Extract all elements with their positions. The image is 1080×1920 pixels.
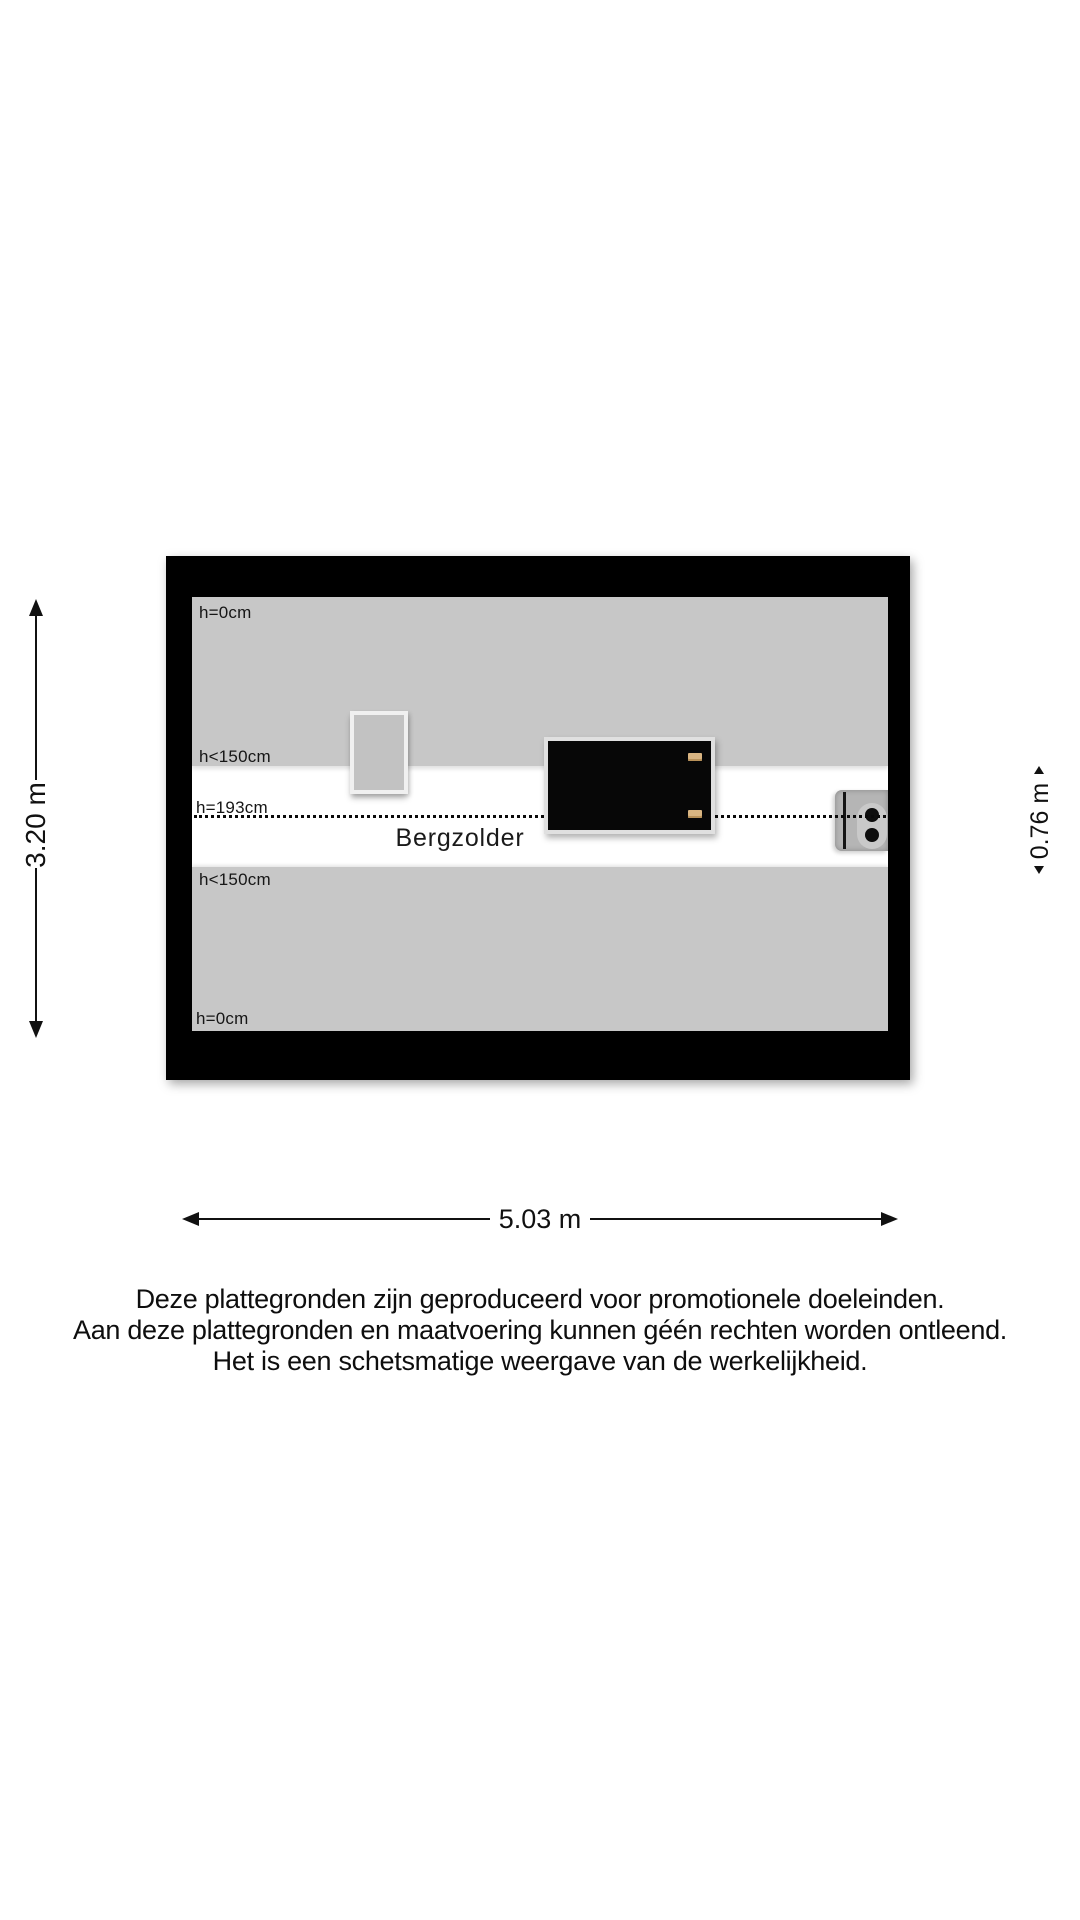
heating-unit-knob-icon [865, 828, 879, 842]
dimension-tick-down-icon [1034, 866, 1044, 874]
dimension-line-bottom-left [199, 1218, 490, 1220]
dimension-arrow-right-icon [881, 1212, 898, 1226]
floorplan-interior [192, 597, 888, 1031]
width-dimension-label: 5.03 m [498, 1203, 582, 1234]
heating-unit-divider [843, 792, 846, 849]
low-headroom-zone-bottom [192, 867, 888, 1031]
dimension-arrow-left-icon [182, 1212, 199, 1226]
dimension-line-left-lower [35, 868, 37, 1022]
floorplan-outline [166, 556, 910, 1080]
ridge-dimension-label: 0.76 m [1026, 782, 1054, 860]
hinge-icon [688, 753, 702, 761]
height-label-lower-slope: h<150cm [199, 870, 271, 889]
room-name-label: Bergzolder [395, 824, 525, 852]
ridge-dotted-line [194, 815, 886, 818]
disclaimer-line-1: Deze plattegronden zijn geproduceerd voor promotionele doeleinden. [135, 1284, 945, 1314]
hinge-icon [688, 810, 702, 818]
low-headroom-zone-top [192, 597, 888, 766]
disclaimer-line-2: Aan deze plattegronden en maatvoering kunnen géén rechten worden ontleend. [72, 1315, 1007, 1345]
dimension-arrow-down-icon [29, 1021, 43, 1038]
heating-unit [835, 790, 888, 851]
height-label-top: h=0cm [199, 603, 252, 622]
skylight [350, 711, 408, 794]
heating-unit-panel [857, 803, 887, 849]
height-label-ridge: h=193cm [196, 798, 268, 817]
dimension-line-bottom-right [590, 1218, 881, 1220]
disclaimer-text [0, 1284, 1080, 1377]
height-label-bottom: h=0cm [196, 1009, 249, 1028]
disclaimer-line-3: Het is een schetsmatige weergave van de werkelijkheid. [212, 1346, 868, 1376]
height-label-upper-slope: h<150cm [199, 747, 271, 766]
depth-dimension-label: 3.20 m [20, 782, 51, 868]
width-dimension [182, 1204, 898, 1234]
dark-cabinet [544, 737, 715, 834]
